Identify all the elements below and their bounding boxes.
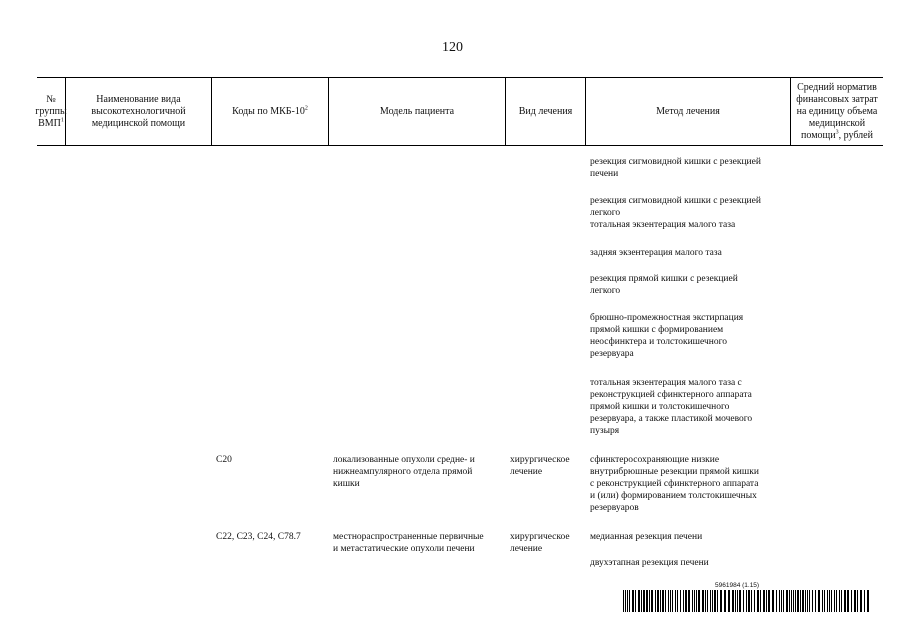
row-c22-treatment-type: хирургическое лечение	[510, 532, 570, 554]
header-icd-codes: Коды по МКБ-$10^2$	[212, 78, 329, 145]
header-care-type: Наименование вида высокотехнологичной медицинской помощи	[66, 78, 212, 145]
header-group-number: № группы ВМП$^1$	[37, 78, 66, 145]
row-c22-method: двухэтапная резекция печени	[590, 558, 709, 568]
method-item: брюшно-промежностная экстирпация прямой кишки с формированием неосфинктера и толстокишечного резервуара	[590, 313, 744, 359]
header-treatment-method: Метод лечения	[586, 78, 791, 145]
method-item: резекция сигмовидной кишки с резекцией легкого тотальная экзентерация малого таза	[590, 196, 761, 230]
row-c20-method: сфинктеросохраняющие низкие внутрибрюшные резекции прямой кишки с реконструкцией сфинктерного аппарата и (или) формированием толстокишечных резервуаров	[590, 455, 759, 513]
row-c22-codes: C22, C23, C24, C78.7	[216, 532, 301, 542]
row-c20-patient-model: локализованные опухоли средне- и нижнеампулярного отдела прямой кишки	[333, 455, 475, 489]
barcode-icon	[623, 590, 870, 612]
row-c20-code: C20	[216, 455, 232, 465]
method-item: задняя экзентерация малого таза	[590, 248, 722, 258]
barcode-label: 5961984 (1.15)	[715, 582, 760, 589]
row-c22-patient-model: местнораспространенные первичные и метастатические опухоли печени	[333, 532, 484, 554]
row-c22-method: медианная резекция печени	[590, 532, 703, 542]
method-item: тотальная экзентерация малого таза с реконструкцией сфинктерного аппарата прямой кишки и толстокишечного резервуара, а также пластикой мочевого пузыря	[590, 378, 753, 436]
row-c20-treatment-type: хирургическое лечение	[510, 455, 570, 477]
table-header	[37, 77, 883, 146]
method-item: резекция сигмовидной кишки с резекцией печени	[590, 157, 761, 179]
header-patient-model: Модель пациента	[329, 78, 506, 145]
method-item: резекция прямой кишки с резекцией легкого	[590, 274, 738, 296]
header-cost-norm: Средний норматив финансовых затрат на единицу объема медицинской помощи$^3$, рублей	[796, 81, 878, 141]
page-number: 120	[442, 40, 463, 55]
header-treatment-type: Вид лечения	[506, 78, 586, 145]
